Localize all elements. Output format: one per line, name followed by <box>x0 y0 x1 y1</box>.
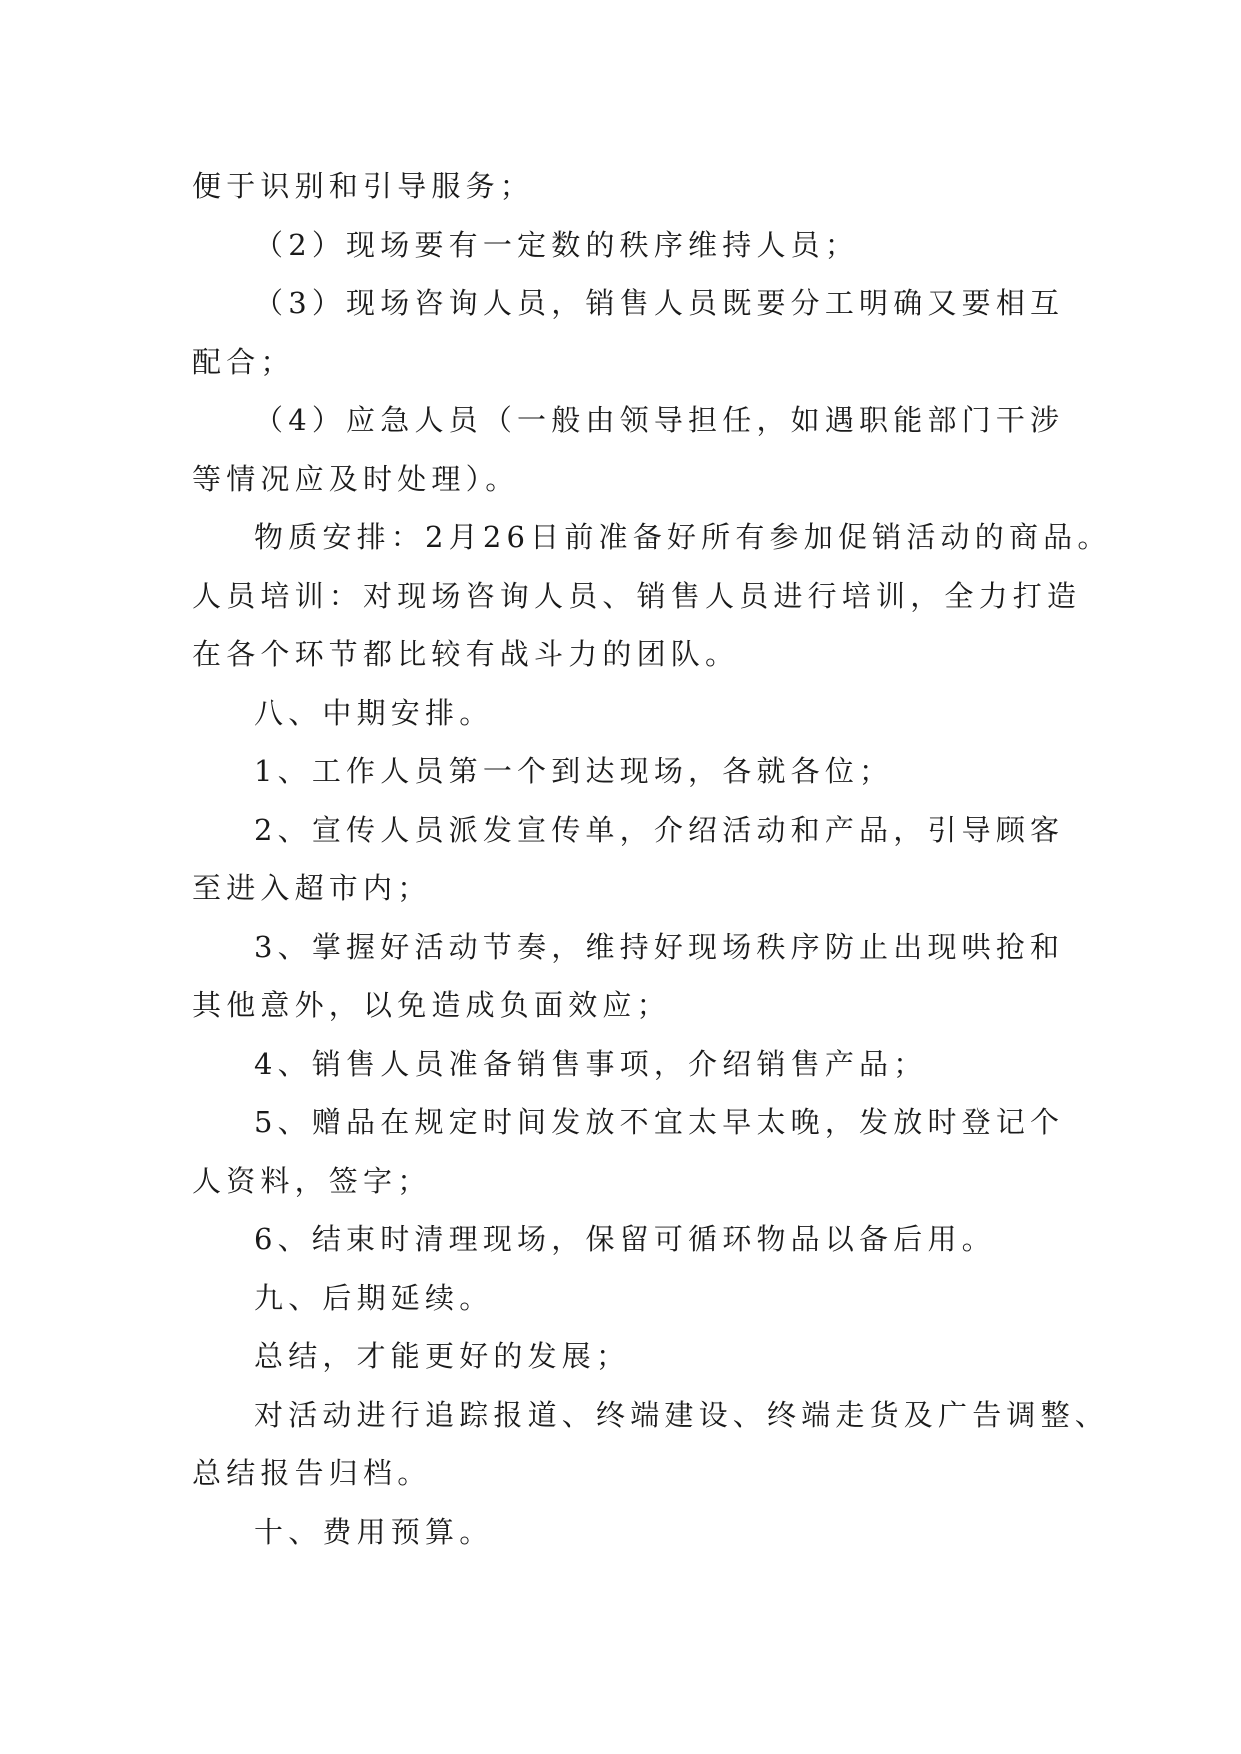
line-09: 在各个环节都比较有战斗力的团队。 <box>192 637 740 671</box>
line-17: 5、赠品在规定时间发放不宜太早太晚，发放时登记个 <box>254 1105 1065 1139</box>
line-18: 人资料，签字； <box>192 1163 432 1198</box>
line-06: 等情况应及时处理）。 <box>192 461 520 496</box>
line-02: （2）现场要有一定数的秩序维持人员； <box>254 227 860 262</box>
line-22: 对活动进行追踪报道、终端建设、终端走货及广告调整、 <box>254 1397 1110 1432</box>
line-24: 十、费用预算。 <box>254 1514 494 1549</box>
line-16: 4、销售人员准备销售事项，介绍销售产品； <box>254 1046 928 1081</box>
line-08: 人员培训：对现场咨询人员、销售人员进行培训，全力打造 <box>192 578 1082 613</box>
line-12: 2、宣传人员派发宣传单，介绍活动和产品，引导顾客 <box>254 812 1065 847</box>
line-20: 九、后期延续。 <box>254 1280 494 1315</box>
line-05: （4）应急人员（一般由领导担任，如遇职能部门干涉 <box>254 403 1065 437</box>
line-04: 配合； <box>192 344 295 379</box>
document-body <box>192 157 1112 1561</box>
line-13: 至进入超市内； <box>192 871 432 905</box>
line-07: 物质安排：2月26日前准备好所有参加促销活动的商品。 <box>254 520 1112 554</box>
line-03: （3）现场咨询人员，销售人员既要分工明确又要相互 <box>254 286 1065 320</box>
line-23: 总结报告归档。 <box>192 1456 432 1490</box>
line-19: 6、结束时清理现场，保留可循环物品以备后用。 <box>254 1222 996 1256</box>
line-10: 八、中期安排。 <box>254 695 494 730</box>
line-15: 其他意外，以免造成负面效应； <box>192 988 671 1022</box>
line-11: 1、工作人员第一个到达现场，各就各位； <box>254 754 894 788</box>
line-01: 便于识别和引导服务； <box>192 169 535 203</box>
line-14: 3、掌握好活动节奏，维持好现场秩序防止出现哄抢和 <box>254 929 1065 964</box>
line-21: 总结，才能更好的发展； <box>254 1339 631 1373</box>
